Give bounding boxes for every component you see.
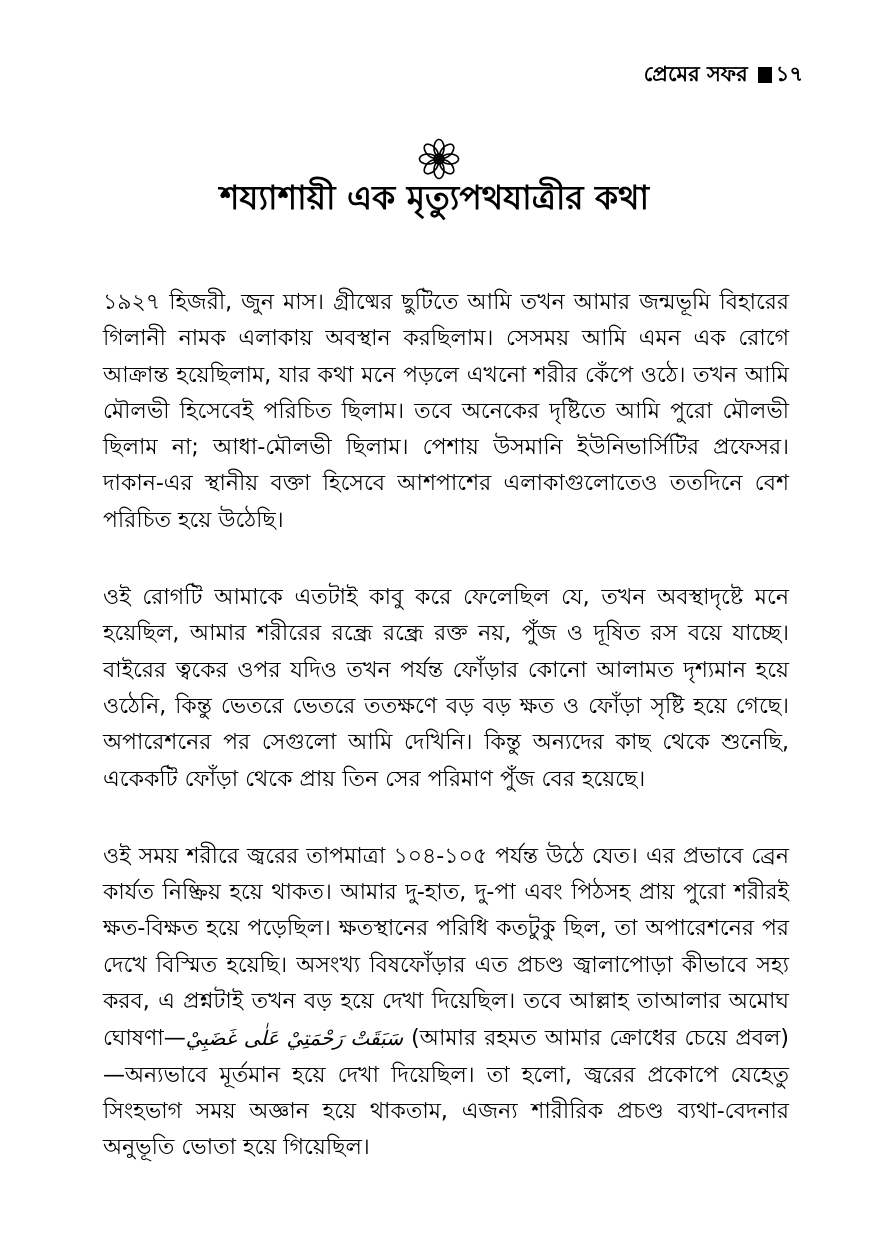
paragraph-1: ১৯২৭ হিজরী, জুন মাস। গ্রীষ্মের ছুটিতে আমি তখন আমার জন্মভূমি বিহারের গিলানী নামক এলাকায় অবস্থান করছিলাম। সেসময় আমি এমন এক রোগে আক্রান্ত হয়েছিলাম, যার কথা মনে পড়লে এখনো শরীর কেঁপে ওঠে। তখন আমি মৌলভী হিসেবেই পরিচিত ছিলাম। তবে অনেকের দৃষ্টিতে আমি পুরো মৌলভী ছিলাম না; আধা-মৌলভী ছিলাম। পেশায় উসমানি ইউনিভার্সিটির প্রফেসর। দাকান-এর স্থানীয় বক্তা হিসেবে আশপাশের এলাকাগুলোতেও ততদিনে বেশ পরিচিত হয়ে উঠেছি।	[103, 290, 789, 533]
flower-ornament-icon	[417, 137, 461, 181]
paragraph-3-before-quote: ওই সময় শরীরে জ্বরের তাপমাত্রা ১০৪-১০৫ পর্যন্ত উঠে যেত। এর প্রভাবে ব্রেন কার্যত নিষ্ক্রিয় হয়ে থাকত। আমার দু-হাত, দু-পা এবং পিঠসহ প্রায় পুরো শরীরই ক্ষত-বিক্ষত হয়ে পড়েছিল। ক্ষতস্থানের পরিধি কতটুকু ছিল, তা অপারেশনের পর দেখে বিস্মিত হয়েছি। অসংখ্য বিষফোঁড়ার এত প্রচণ্ড জ্বালাপোড়া কীভাবে সহ্য করব, এ প্রশ্নটাই তখন বড় হয়ে দেখা দিয়েছিল। তবে আল্লাহ তাআলার অমোঘ ঘোষণা—	[103, 843, 789, 1052]
chapter-title: শয্যাশায়ী এক মৃত্যুপথযাত্রীর কথা	[219, 178, 650, 217]
page-number: ১৭	[775, 62, 803, 86]
running-header-book-title: প্রেমের সফর	[643, 62, 748, 86]
paragraph-2: ওই রোগটি আমাকে এতটাই কাবু করে ফেলেছিল যে, তখন অবস্থাদৃষ্টে মনে হয়েছিল, আমার শরীরের রন্ধ্রে রন্ধ্রে রক্ত নয়, পুঁজ ও দূষিত রস বয়ে যাচ্ছে। বাইরের ত্বকের ওপর যদিও তখন পর্যন্ত ফোঁড়ার কোনো আলামত দৃশ্যমান হয়ে ওঠেনি, কিন্তু ভেতরে ভেতরে ততক্ষণে বড় বড় ক্ষত ও ফোঁড়া সৃষ্টি হয়ে গেছে। অপারেশনের পর সেগুলো আমি দেখিনি। কিন্তু অন্যদের কাছ থেকে শুনেছি, একেকটি ফোঁড়া থেকে প্রায় তিন সের পরিমাণ পুঁজ বের হয়েছে।	[103, 585, 789, 792]
paragraph-3	[103, 839, 789, 1167]
body-text	[103, 285, 789, 1208]
arabic-quote: سَبَقَتْ رَحْمَتِيْ عَلٰى غَضَبِيْ	[185, 1026, 403, 1051]
paragraph-3-after-quote: (আমার রহমত আমার ক্রোধের চেয়ে প্রবল)—অন্যভাবে মূর্তমান হয়ে দেখা দিয়েছিল। তা হলো, জ্বরের প্রকোপে যেহেতু সিংহভাগ সময় অজ্ঞান হয়ে থাকতাম, এজন্য শারীরিক প্রচণ্ড ব্যথা-বেদনার অনুভূতি ভোতা হয়ে গিয়েছিল।	[103, 1026, 789, 1161]
running-header	[644, 64, 803, 85]
header-square-marker	[758, 67, 772, 83]
